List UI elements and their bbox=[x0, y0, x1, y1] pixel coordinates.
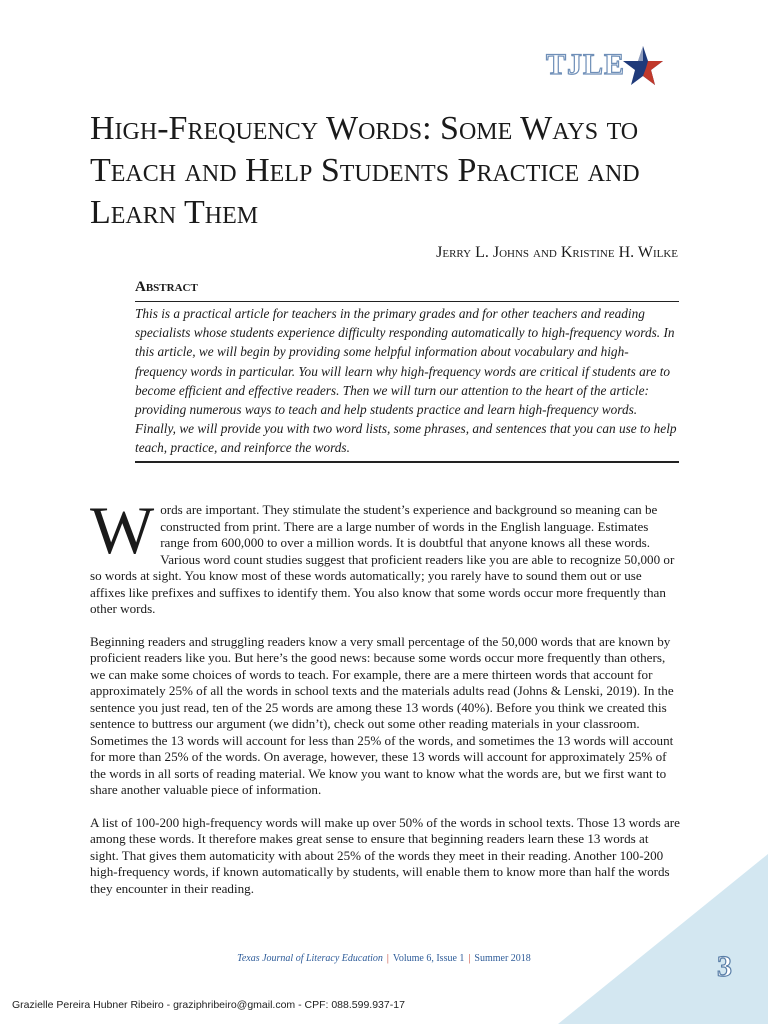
article-body bbox=[90, 492, 680, 913]
page-number: 3 bbox=[717, 950, 732, 983]
journal-logo bbox=[546, 44, 671, 92]
body-paragraph-2: Beginning readers and struggling readers know a very small percentage of the 50,000 words that are known by proficient readers like you. But here’s the good news: because some words occur more frequently than others, we can make some choices of words to teach. For example, there are a mere thirteen words that account for approximately 25% of all the words in school texts and the materials adults read (Johns & Lenski, 2019). In the sentence you just read, ten of the 25 words are among these 13 words (40%). Before you think we created this sentence to buttress our argument (we didn’t), check out some other reading materials in your classroom. Sometimes the 13 words will account for less than 25% of the words, and sometimes the 13 words will account for more than 25% of the words. On average, however, these 13 words will account for approximately 25% of the words in all sorts of reading material. We know you want to know what the words are, but we first want to share another valuable piece of information. bbox=[90, 633, 674, 797]
footer-issue: Volume 6, Issue 1 bbox=[392, 953, 465, 964]
footer-separator: | bbox=[386, 953, 389, 964]
footer-citation bbox=[0, 953, 768, 964]
logo-text: TJLE bbox=[546, 48, 626, 81]
abstract-heading: Abstract bbox=[135, 279, 198, 295]
paragraph-1-text: ords are important. They stimulate the student’s experience and background so meaning can be constructed from print. There are a large number of words in the English language. Estimates range from 600,000 to over a million words. It is doubtful that anyone knows all these words. Various word count studies suggest that proficient readers like you are able to recognize 50,000 or so words at sight. You know most of these words automatically; you rarely have to sound them out or use affixes like prefixes and suffixes to identify them. You also know that some words occur more frequently than other words. bbox=[90, 502, 675, 616]
abstract-text: This is a practical article for teachers in the primary grades and for other teachers and reading specialists whose students experience difficulty responding automatically to high-frequency words. In this article, we will begin by providing some helpful information about vocabulary and high-frequency words in particular. You will learn why high-frequency words are critical if students are to become efficient and effective readers. Then we will turn our attention to the heart of the article: providing numerous ways to teach and help students practice and learn high-frequency words. Finally, we will provide you with two word lists, some phrases, and sentences that you can use to help teach, practice, and reinforce the words. bbox=[135, 306, 677, 456]
download-watermark: Grazielle Pereira Hubner Ribeiro - graziphribeiro@gmail.com - CPF: 088.599.937-17 bbox=[12, 999, 405, 1011]
body-paragraph-1 bbox=[90, 492, 680, 618]
abstract-box bbox=[135, 301, 679, 463]
footer-season: Summer 2018 bbox=[474, 953, 531, 964]
article-title: High-Frequency Words: Some Ways to Teach and Help Students Practice and Learn Them bbox=[90, 110, 640, 231]
body-paragraph-3: A list of 100-200 high-frequency words will make up over 50% of the words in school texts. Those 13 words are among these words. It therefore makes great sense to ensure that beginning readers learn these 13 words at sight. That gives them automaticity with about 25% of the words they meet in their reading. Another 100-200 high-frequency words, if known automatically by students, will enable them to know more than half the words they encounter in their reading. bbox=[90, 814, 680, 896]
footer-journal-name: Texas Journal of Literacy Education bbox=[237, 953, 383, 964]
article-authors: Jerry L. Johns and Kristine H. Wilke bbox=[436, 244, 678, 261]
footer-separator: | bbox=[468, 953, 471, 964]
drop-cap: W bbox=[90, 492, 155, 568]
star-icon bbox=[622, 44, 664, 88]
